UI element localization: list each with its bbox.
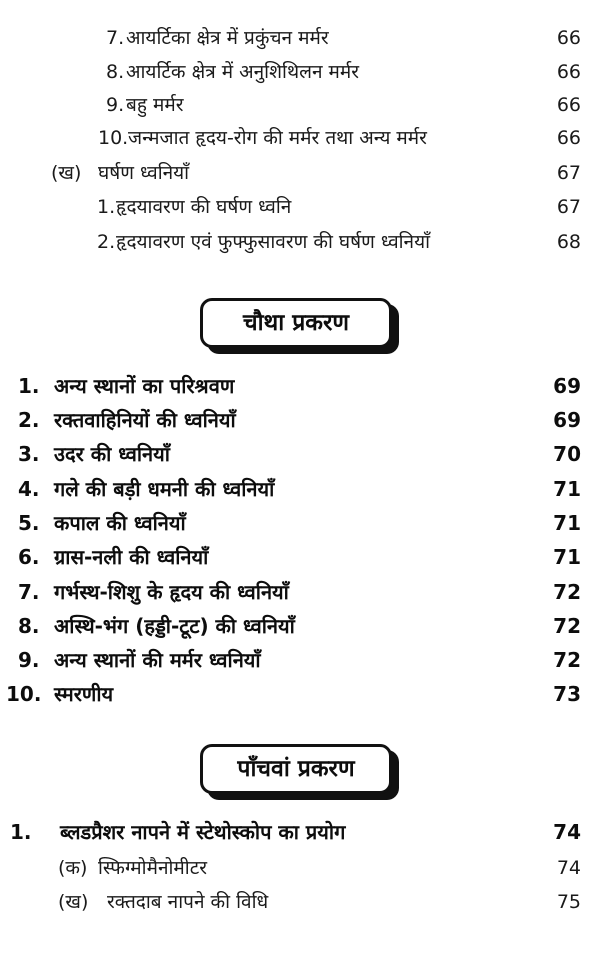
toc-entry[interactable] <box>0 575 600 609</box>
toc-entry[interactable] <box>0 88 600 122</box>
entry-number: 2. <box>97 231 116 253</box>
toc-entry[interactable] <box>0 121 600 155</box>
entry-number: 10. <box>98 127 129 149</box>
entry-number: (ख) <box>51 162 82 184</box>
entry-number: 10. <box>6 682 42 706</box>
toc-entry[interactable] <box>0 609 600 643</box>
toc-entry[interactable] <box>0 437 600 471</box>
entry-page: 66 <box>556 61 581 83</box>
entry-title: अन्य स्थानों की मर्मर ध्वनियाँ <box>54 648 261 672</box>
entry-page: 72 <box>553 580 581 604</box>
entry-number: 9. <box>106 94 125 116</box>
entry-title: रक्तवाहिनियों की ध्वनियाँ <box>54 408 236 432</box>
toc-subheading[interactable] <box>0 156 600 190</box>
entry-title: बहु मर्मर <box>126 94 184 116</box>
entry-title: हृदयावरण की घर्षण ध्वनि <box>116 196 292 218</box>
toc-entry[interactable] <box>0 851 600 885</box>
entry-title: स्मरणीय <box>54 682 114 706</box>
toc-entry[interactable] <box>0 677 600 711</box>
toc-entry[interactable] <box>0 506 600 540</box>
entry-page: 70 <box>553 442 581 466</box>
entry-number: 1. <box>97 196 116 218</box>
entry-number: 1. <box>18 374 40 398</box>
entry-page: 67 <box>556 162 581 184</box>
entry-number: 8. <box>106 61 125 83</box>
entry-number: 9. <box>18 648 40 672</box>
entry-title: उदर की ध्वनियाँ <box>54 442 170 466</box>
entry-page: 72 <box>553 648 581 672</box>
toc-entry[interactable] <box>0 885 600 919</box>
entry-title: ब्लडप्रैशर नापने में स्टेथोस्कोप का प्रयोग <box>60 820 346 844</box>
toc-entry[interactable] <box>0 403 600 437</box>
entry-title: गर्भस्थ-शिशु के हृदय की ध्वनियाँ <box>54 580 289 604</box>
toc-entry[interactable] <box>0 55 600 89</box>
entry-number: 4. <box>18 477 40 501</box>
entry-title: स्फिग्मोमैनोमीटर <box>98 857 208 879</box>
entry-number: (ख) <box>58 891 89 913</box>
entry-page: 74 <box>553 820 581 844</box>
entry-title: ग्रास-नली की ध्वनियाँ <box>54 545 209 569</box>
entry-page: 67 <box>556 196 581 218</box>
entry-number: 8. <box>18 614 40 638</box>
toc-entry[interactable] <box>0 540 600 574</box>
entry-title: आयर्टिक क्षेत्र में अनुशिथिलन मर्मर <box>126 61 360 83</box>
entry-number: 7. <box>18 580 40 604</box>
entry-title: गले की बड़ी धमनी की ध्वनियाँ <box>54 477 275 501</box>
entry-title: कपाल की ध्वनियाँ <box>54 511 186 535</box>
entry-page: 66 <box>556 27 581 49</box>
entry-title: जन्मजात हृदय-रोग की मर्मर तथा अन्य मर्मर <box>128 127 427 149</box>
entry-page: 69 <box>553 374 581 398</box>
entry-number: 1. <box>10 820 32 844</box>
entry-page: 75 <box>556 891 581 913</box>
entry-title: घर्षण ध्वनियाँ <box>98 162 190 184</box>
entry-number: 3. <box>18 442 40 466</box>
entry-title: हृदयावरण एवं फुफ्फुसावरण की घर्षण ध्वनियाँ <box>116 231 431 253</box>
entry-page: 74 <box>556 857 581 879</box>
toc-entry[interactable] <box>0 472 600 506</box>
entry-page: 66 <box>556 127 581 149</box>
chapter-5-heading: पाँचवां प्रकरण <box>200 744 392 794</box>
entry-number: 6. <box>18 545 40 569</box>
entry-title: आयर्टिका क्षेत्र में प्रकुंचन मर्मर <box>126 27 329 49</box>
toc-entry[interactable] <box>0 225 600 259</box>
toc-entry[interactable] <box>0 815 600 849</box>
entry-page: 68 <box>556 231 581 253</box>
entry-page: 71 <box>553 511 581 535</box>
toc-entry[interactable] <box>0 369 600 403</box>
entry-number: 5. <box>18 511 40 535</box>
entry-number: (क) <box>58 857 88 879</box>
entry-title: अस्थि-भंग (हड्डी-टूट) की ध्वनियाँ <box>54 614 295 638</box>
entry-page: 66 <box>556 94 581 116</box>
toc-entry[interactable] <box>0 21 600 55</box>
entry-page: 72 <box>553 614 581 638</box>
toc-entry[interactable] <box>0 190 600 224</box>
entry-page: 69 <box>553 408 581 432</box>
chapter-4-heading: चौथा प्रकरण <box>200 298 392 348</box>
entry-title: अन्य स्थानों का परिश्रवण <box>54 374 235 398</box>
entry-page: 71 <box>553 477 581 501</box>
entry-number: 7. <box>106 27 125 49</box>
toc-entry[interactable] <box>0 643 600 677</box>
entry-title: रक्तदाब नापने की विधि <box>107 891 269 913</box>
entry-number: 2. <box>18 408 40 432</box>
entry-page: 71 <box>553 545 581 569</box>
entry-page: 73 <box>553 682 581 706</box>
